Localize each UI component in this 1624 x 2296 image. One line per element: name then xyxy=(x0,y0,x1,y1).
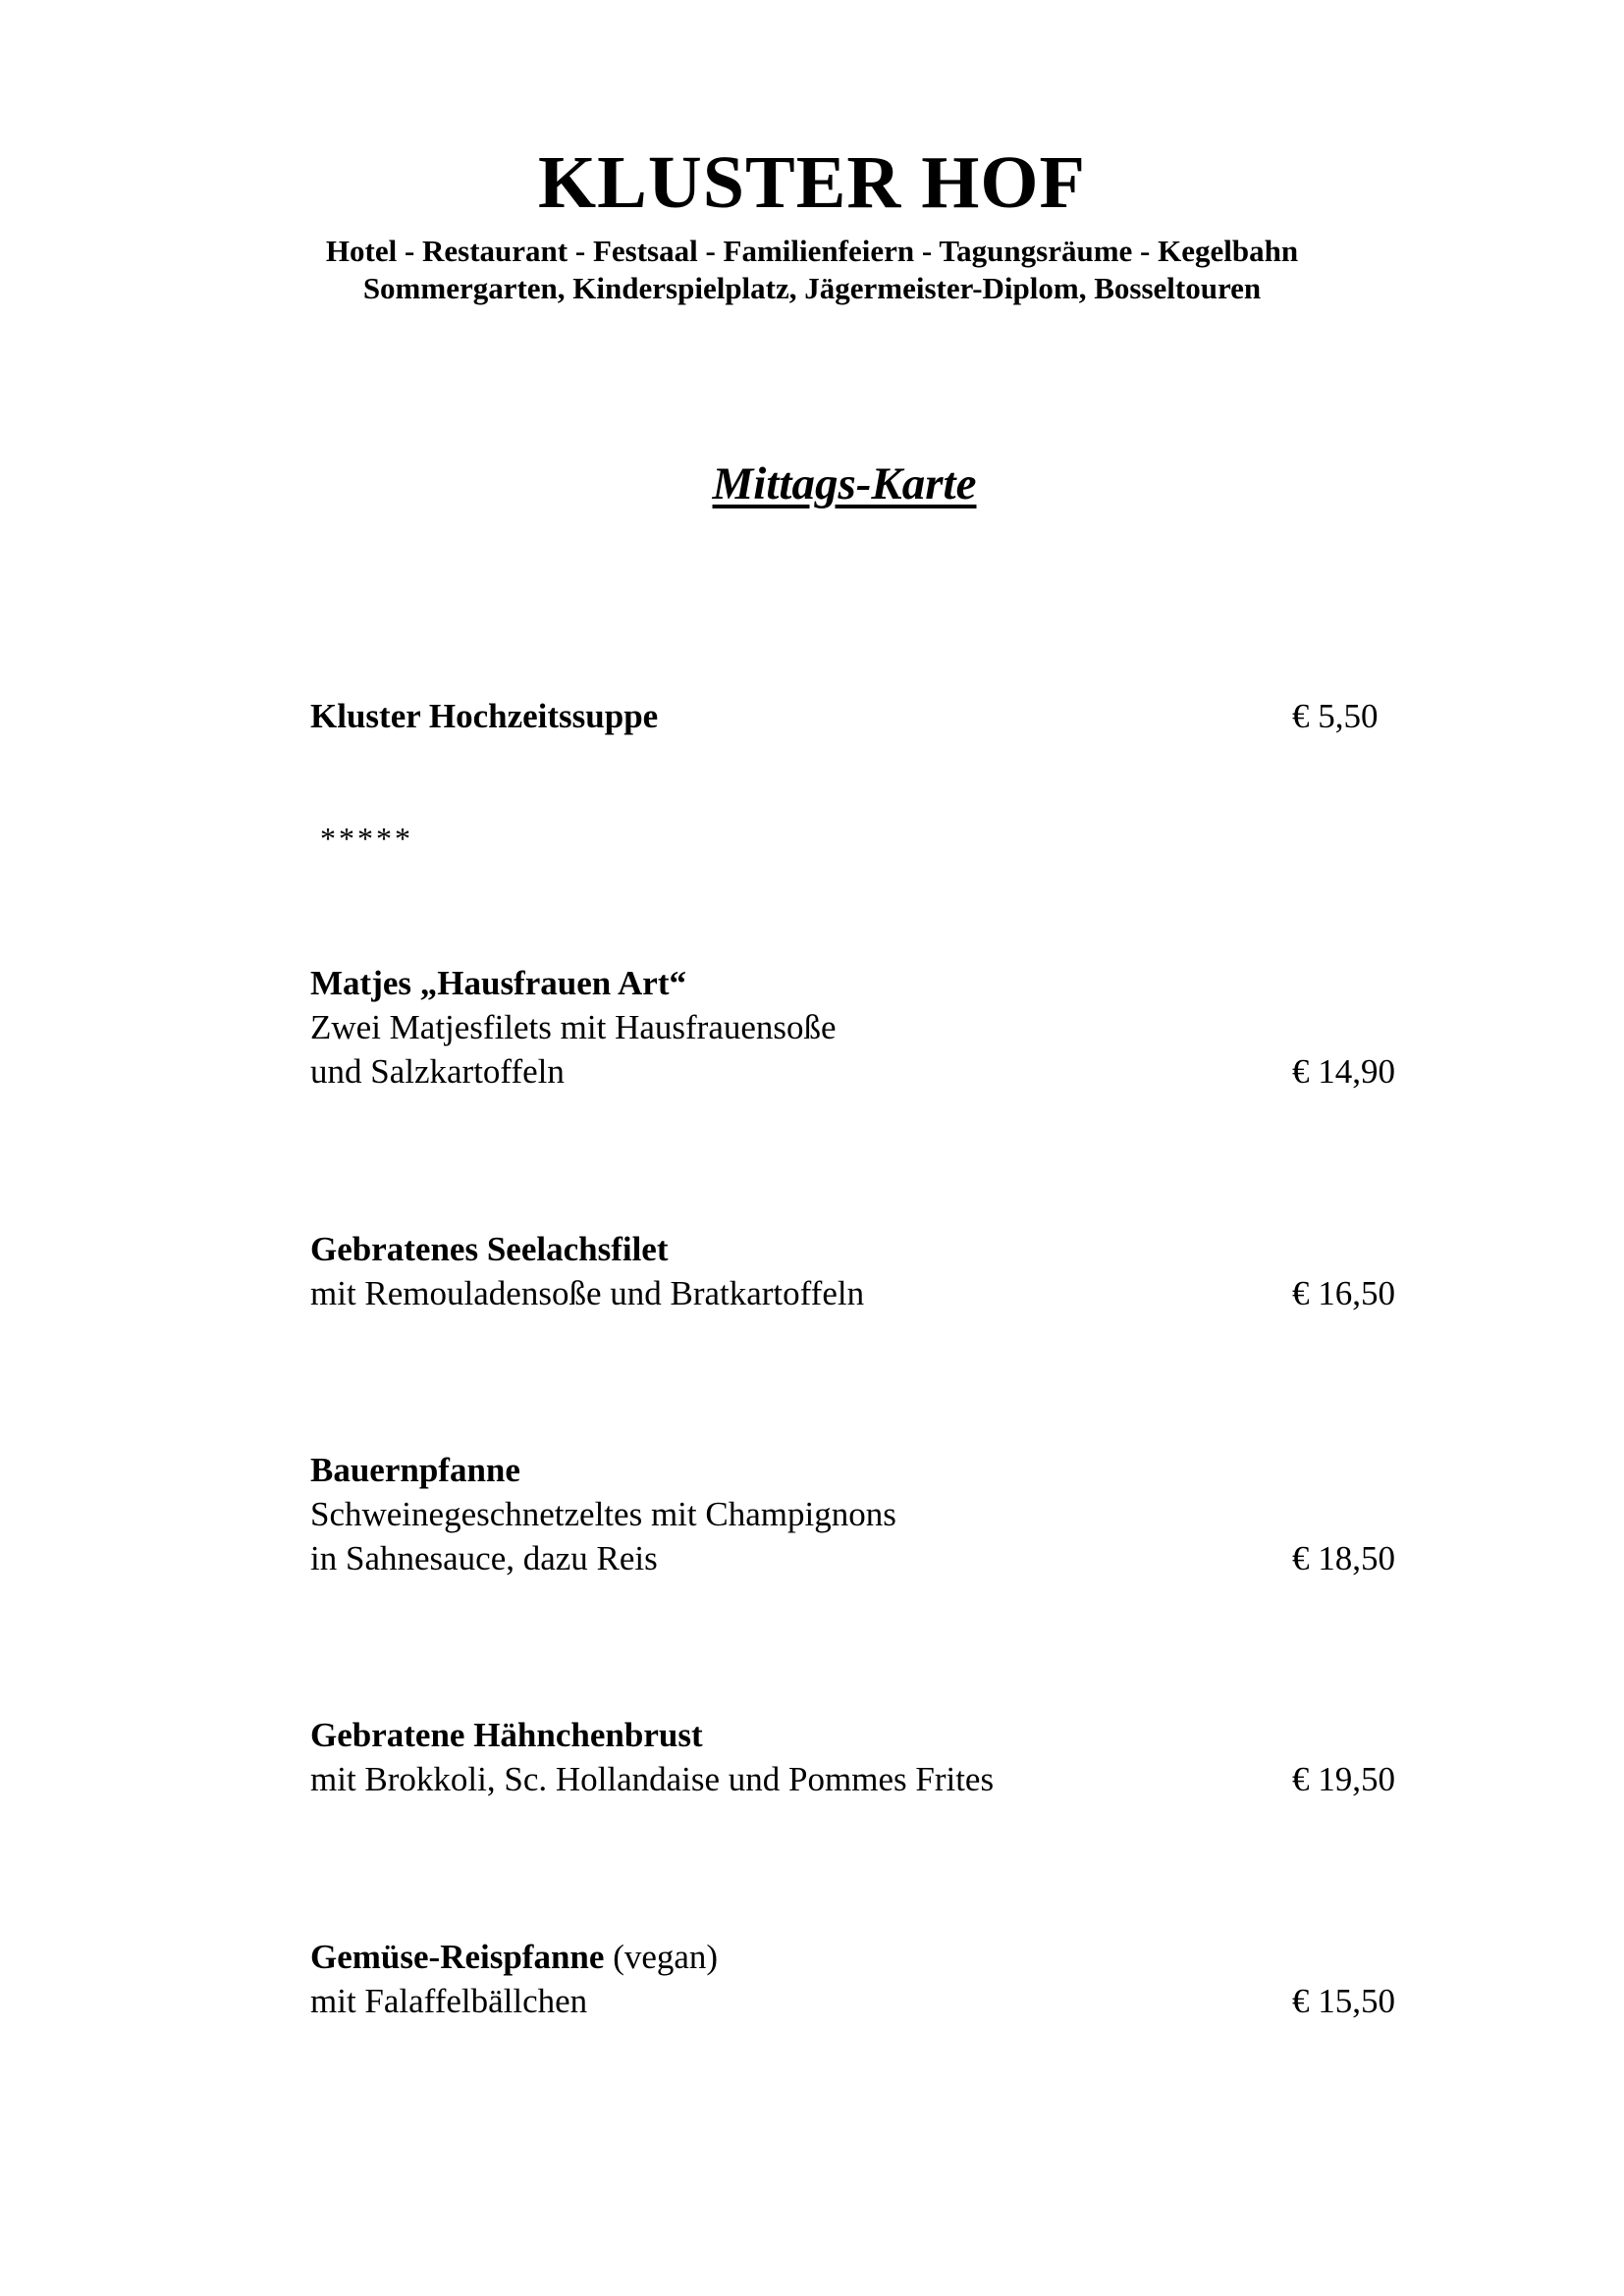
menu-item-price: € 18,50 xyxy=(1292,1539,1395,1577)
menu-item-tag-vegan: (vegan) xyxy=(604,1938,719,1976)
menu-item-description: und Salzkartoffeln xyxy=(310,1052,565,1091)
menu-heading: Mittags-Karte xyxy=(712,458,977,509)
menu-item-description: mit Brokkoli, Sc. Hollandaise und Pommes Frites xyxy=(310,1760,995,1798)
menu-item-name: Gemüse-Reispfanne xyxy=(310,1938,605,1976)
menu-item-name: Gebratene Hähnchenbrust xyxy=(310,1716,703,1754)
menu-item-name: Matjes „Hausfrauen Art“ xyxy=(310,964,687,1002)
menu-item-description: mit Remouladensoße und Bratkartoffeln xyxy=(310,1274,865,1312)
soup-name: Kluster Hochzeitssuppe xyxy=(310,697,659,735)
menu-item-name: Gebratenes Seelachsfilet xyxy=(310,1230,669,1268)
separator: ***** xyxy=(320,821,413,856)
menu-item-description: Schweinegeschnetzeltes mit Champignons xyxy=(310,1495,896,1533)
menu-item-price: € 15,50 xyxy=(1292,1982,1395,2020)
menu-item-price: € 14,90 xyxy=(1292,1052,1395,1091)
menu-item-description: mit Falaffelbällchen xyxy=(310,1982,588,2020)
menu-item-name: Bauernpfanne xyxy=(310,1451,520,1489)
menu-item-description: in Sahnesauce, dazu Reis xyxy=(310,1539,658,1577)
menu-item-name-line xyxy=(310,1940,718,1974)
menu-item-price: € 16,50 xyxy=(1292,1274,1395,1312)
menu-item-price: € 19,50 xyxy=(1292,1760,1395,1798)
restaurant-title: KLUSTER HOF xyxy=(538,141,1086,224)
restaurant-subtitle-line-2: Sommergarten, Kinderspielplatz, Jägermeister-Diplom, Bosseltouren xyxy=(362,271,1262,305)
restaurant-subtitle-line-1: Hotel - Restaurant - Festsaal - Familienfeiern - Tagungsräume - Kegelbahn xyxy=(325,234,1299,268)
soup-price: € 5,50 xyxy=(1292,697,1379,735)
menu-item-description: Zwei Matjesfilets mit Hausfrauensoße xyxy=(310,1008,837,1046)
